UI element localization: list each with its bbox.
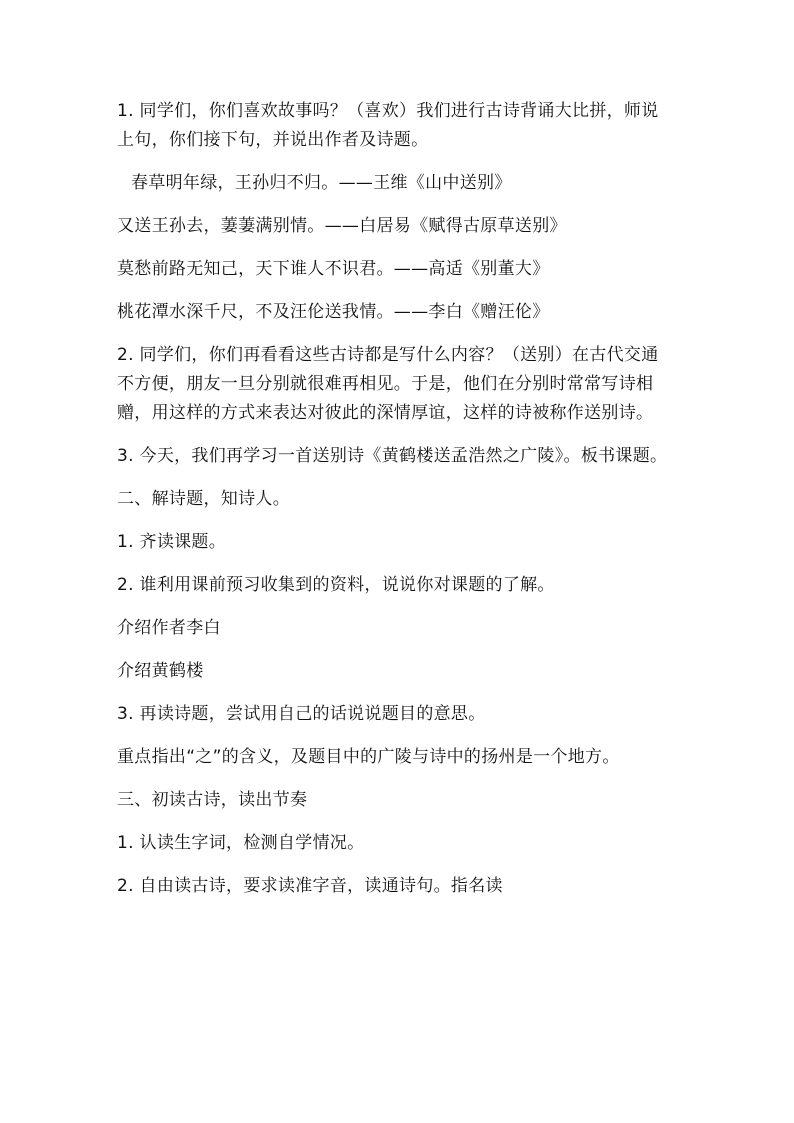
- paragraph-farewell-poems: 2. 同学们，你们再看看这些古诗都是写什么内容？（送别）在古代交通不方便，朋友一旦分别就很难再相见。于是，他们在分别时常常写诗相赠，用这样的方式来表达对彼此的深情厚谊，这样的诗被称作送别诗。: [117, 345, 659, 423]
- list-item-reread-title: 3. 再读诗题，尝试用自己的话说说题目的意思。: [117, 704, 486, 724]
- paragraph-key-point: 重点指出“之”的含义，及题目中的广陵与诗中的扬州是一个地方。: [117, 747, 620, 767]
- note-yellow-crane-tower: 介绍黄鹤楼: [117, 661, 204, 681]
- list-item-preview-material: 2. 谁利用课前预习收集到的资料，说说你对课题的了解。: [117, 575, 555, 595]
- list-item-free-reading: 2. 自由读古诗，要求读准字音，读通诗句。指名读: [117, 876, 503, 896]
- list-item-read-title: 1. 齐读课题。: [117, 532, 227, 552]
- paragraph-intro: 1. 同学们，你们喜欢故事吗？（喜欢）我们进行古诗背诵大比拼，师说上句，你们接下句，并说出作者及诗题。: [117, 101, 659, 150]
- poem-line-baijuyi: 又送王孙去，萋萋满别情。——白居易《赋得古原草送别》: [117, 216, 567, 236]
- poem-line-gaoshi: 莫愁前路无知己，天下谁人不识君。——高适《别董大》: [117, 259, 550, 279]
- poem-line-libai: 桃花潭水深千尺，不及汪伦送我情。——李白《赠汪伦》: [117, 302, 550, 322]
- section-heading-2: 二、解诗题，知诗人。: [117, 489, 290, 509]
- document-page: [117, 97, 673, 915]
- list-item-vocabulary: 1. 认读生字词，检测自学情况。: [117, 833, 365, 853]
- section-heading-3: 三、初读古诗，读出节奏: [117, 790, 308, 810]
- poem-line-wangwei: 春草明年绿，王孙归不归。——王维《山中送别》: [131, 173, 512, 193]
- note-author-libai: 介绍作者李白: [117, 618, 221, 638]
- paragraph-today-poem: 3. 今天，我们再学习一首送别诗《黄鹤楼送孟浩然之广陵》。板书课题。: [117, 446, 668, 466]
